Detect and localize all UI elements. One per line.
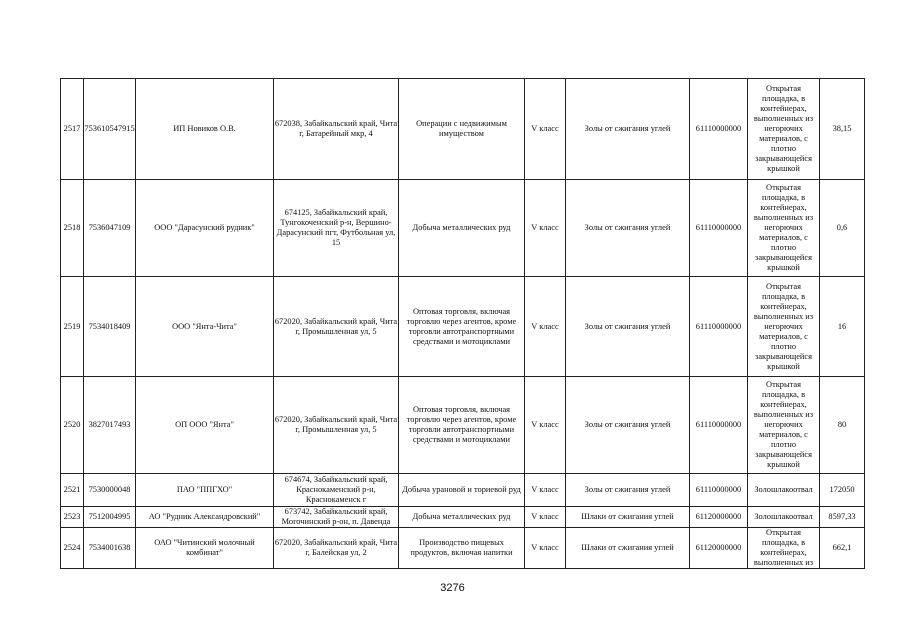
activity-cell: Производство пищевых продуктов, включая напитки	[399, 528, 525, 569]
address-cell: 674674, Забайкальский край, Краснокаменский р-н, Краснокаменск г	[274, 474, 399, 507]
hazard-class-cell: V класс	[525, 528, 566, 569]
row-number: 2520	[61, 377, 84, 474]
address-cell: 672020, Забайкальский край, Чита г, Промышленная ул, 5	[274, 377, 399, 474]
inn-cell: 7530000048	[84, 474, 136, 507]
waste-registry-table-container	[60, 78, 865, 569]
hazard-class-cell: V класс	[525, 180, 566, 277]
amount-cell: 172050	[820, 474, 865, 507]
hazard-class-cell: V класс	[525, 474, 566, 507]
inn-cell: 7536047109	[84, 180, 136, 277]
organization-name-cell: ОАО "Читинский молочный комбинат"	[136, 528, 274, 569]
fkko-code-cell: 61120000000	[690, 507, 748, 528]
waste-type-cell: Золы от сжигания углей	[566, 474, 690, 507]
waste-type-cell: Золы от сжигания углей	[566, 180, 690, 277]
waste-type-cell: Золы от сжигания углей	[566, 277, 690, 377]
waste-type-cell: Шлаки от сжигания углей	[566, 507, 690, 528]
amount-cell: 662,1	[820, 528, 865, 569]
amount-cell: 16	[820, 277, 865, 377]
activity-cell: Добыча металлических руд	[399, 180, 525, 277]
organization-name-cell: АО "Рудник Александровский"	[136, 507, 274, 528]
hazard-class-cell: V класс	[525, 507, 566, 528]
address-cell: 672020, Забайкальский край, Чита г, Балейская ул, 2	[274, 528, 399, 569]
table-row	[61, 277, 865, 377]
amount-cell: 38,15	[820, 79, 865, 180]
activity-cell: Добыча металлических руд	[399, 507, 525, 528]
table-row	[61, 528, 865, 569]
hazard-class-cell: V класс	[525, 377, 566, 474]
storage-method-cell: Золошлакоотвал	[748, 507, 820, 528]
organization-name-cell: ООО "Янта-Чита"	[136, 277, 274, 377]
fkko-code-cell: 61110000000	[690, 377, 748, 474]
organization-name-cell: ОП ООО "Янта"	[136, 377, 274, 474]
organization-name-cell: ПАО "ППГХО"	[136, 474, 274, 507]
storage-method-cell: Открытая площадка, в контейнерах, выполненных из негорючих материалов, с плотно закрывающейся крышкой	[748, 277, 820, 377]
inn-cell: 3827017493	[84, 377, 136, 474]
waste-type-cell: Шлаки от сжигания углей	[566, 528, 690, 569]
inn-cell: 7534018409	[84, 277, 136, 377]
row-number: 2519	[61, 277, 84, 377]
row-number: 2518	[61, 180, 84, 277]
address-cell: 672038, Забайкальский край, Чита г, Батарейный мкр, 4	[274, 79, 399, 180]
row-number: 2521	[61, 474, 84, 507]
fkko-code-cell: 61110000000	[690, 79, 748, 180]
storage-method-cell: Золошлакоотвал	[748, 474, 820, 507]
table-row	[61, 377, 865, 474]
hazard-class-cell: V класс	[525, 79, 566, 180]
fkko-code-cell: 61110000000	[690, 474, 748, 507]
storage-method-cell: Открытая площадка, в контейнерах, выполненных из негорючих материалов, с плотно закрывающейся крышкой	[748, 377, 820, 474]
inn-cell: 7512004995	[84, 507, 136, 528]
row-number: 2523	[61, 507, 84, 528]
inn-cell: 7534001638	[84, 528, 136, 569]
fkko-code-cell: 61110000000	[690, 277, 748, 377]
storage-method-cell: Открытая площадка, в контейнерах, выполненных из негорючих материалов, с плотно закрывающейся крышкой	[748, 79, 820, 180]
amount-cell: 8597,33	[820, 507, 865, 528]
storage-method-cell: Открытая площадка, в контейнерах, выполненных из	[748, 528, 820, 569]
address-cell: 673742, Забайкальский край, Могочинский р-он, п. Давенда	[274, 507, 399, 528]
storage-method-cell: Открытая площадка, в контейнерах, выполненных из негорючих материалов, с плотно закрывающейся крышкой	[748, 180, 820, 277]
page-number: 3276	[440, 582, 465, 594]
organization-name-cell: ИП Новиков О.В.	[136, 79, 274, 180]
waste-type-cell: Золы от сжигания углей	[566, 79, 690, 180]
activity-cell: Добыча урановой и ториевой руд	[399, 474, 525, 507]
hazard-class-cell: V класс	[525, 277, 566, 377]
amount-cell: 80	[820, 377, 865, 474]
table-row	[61, 474, 865, 507]
fkko-code-cell: 61120000000	[690, 528, 748, 569]
inn-cell: 753610547915	[84, 79, 136, 180]
address-cell: 674125, Забайкальский край, Тунгокоченский р-н, Вершино-Дарасунский пгт, Футбольная ул, 15	[274, 180, 399, 277]
activity-cell: Операции с недвижимым имуществом	[399, 79, 525, 180]
address-cell: 672020, Забайкальский край, Чита г, Промышленная ул, 5	[274, 277, 399, 377]
organization-name-cell: ООО "Дарасунский рудник"	[136, 180, 274, 277]
table-row	[61, 507, 865, 528]
fkko-code-cell: 61110000000	[690, 180, 748, 277]
table-row	[61, 79, 865, 180]
waste-type-cell: Золы от сжигания углей	[566, 377, 690, 474]
row-number: 2524	[61, 528, 84, 569]
waste-registry-table	[60, 78, 865, 569]
table-row	[61, 180, 865, 277]
activity-cell: Оптовая торговля, включая торговлю через агентов, кроме торговли автотранспортными средствами и мотоциклами	[399, 377, 525, 474]
row-number: 2517	[61, 79, 84, 180]
amount-cell: 0,6	[820, 180, 865, 277]
activity-cell: Оптовая торговля, включая торговлю через агентов, кроме торговли автотранспортными средствами и мотоциклами	[399, 277, 525, 377]
